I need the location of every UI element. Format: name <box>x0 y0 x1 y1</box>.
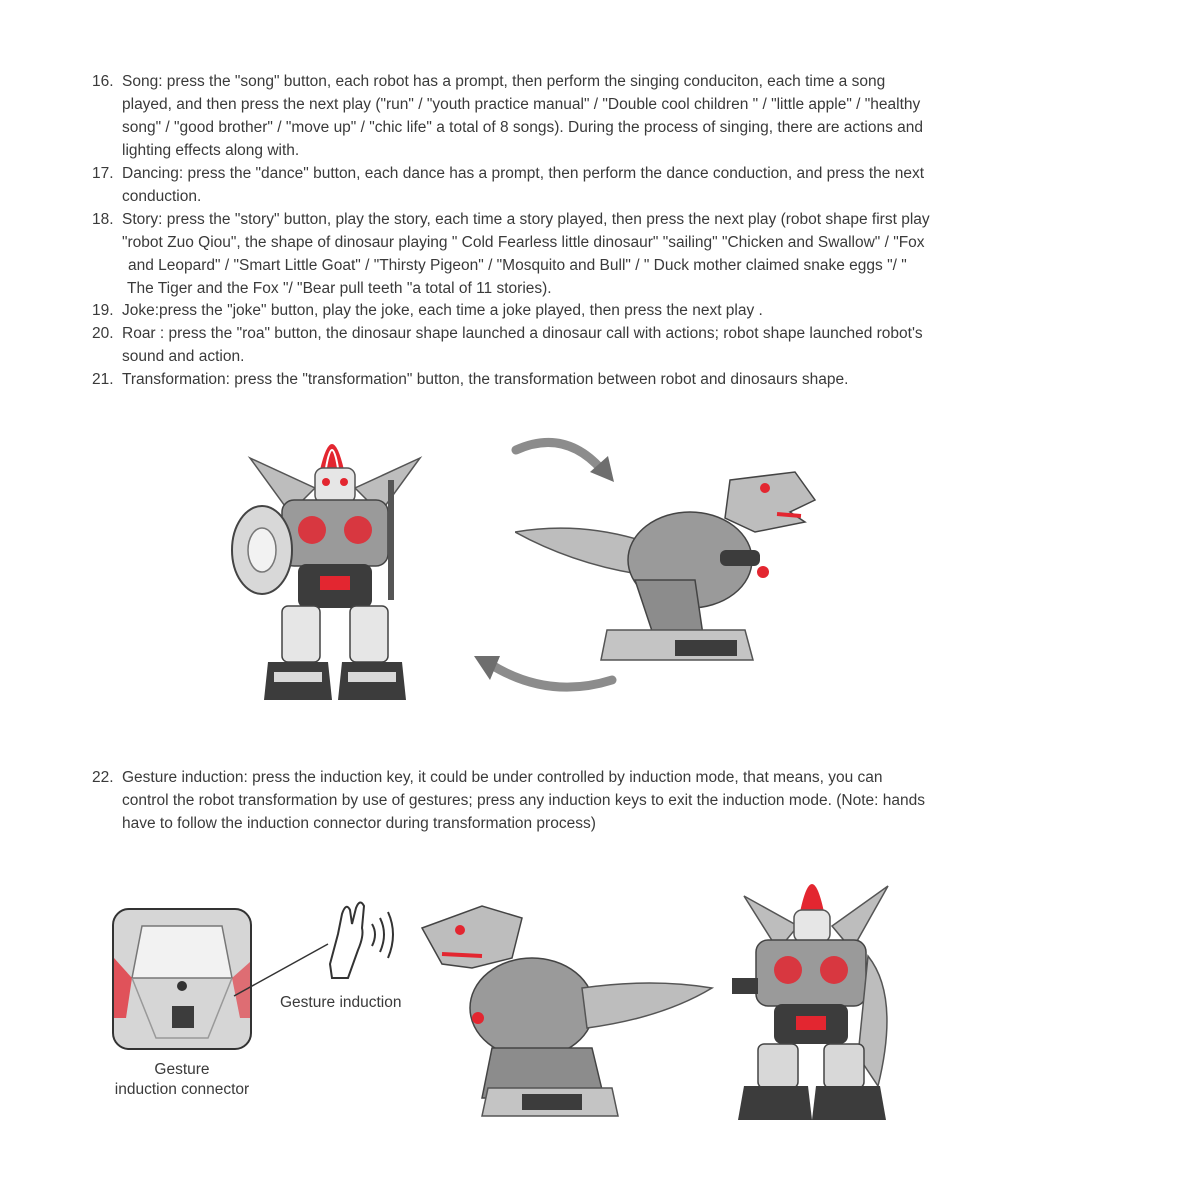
connector-caption <box>102 1060 262 1100</box>
instruction-line: lighting effects along with. <box>122 142 300 159</box>
instruction-number: 16. <box>92 73 114 90</box>
connector-caption-line: Gesture <box>154 1061 210 1078</box>
instruction-line: conduction. <box>122 188 202 205</box>
induction-connector-photo <box>112 908 252 1050</box>
robot-shape-illustration <box>220 418 450 708</box>
instruction-22 <box>92 766 1092 835</box>
instruction-number: 19. <box>92 302 114 319</box>
instruction-18 <box>92 208 1092 300</box>
instruction-number: 17. <box>92 165 114 182</box>
instruction-line: and Leopard" / "Smart Little Goat" / "Thirsty Pigeon" / "Mosquito and Bull" / " Duck mother claimed snake eggs "/ " <box>128 257 907 274</box>
instruction-17 <box>92 162 1092 208</box>
instruction-line: Transformation: press the "transformation" button, the transformation between robot and dinosaurs shape. <box>122 371 849 388</box>
instruction-16 <box>92 70 1092 162</box>
instruction-line: Gesture induction: press the induction key, it could be under controlled by induction mode, that means, you can <box>122 769 883 786</box>
instruction-line: have to follow the induction connector during transformation process) <box>122 815 596 832</box>
instruction-line: sound and action. <box>122 348 245 365</box>
instruction-line: song" / "good brother" / "move up" / "chic life" a total of 8 songs). During the process of singing, there are actions and <box>122 119 924 136</box>
instruction-number: 18. <box>92 211 114 228</box>
instruction-19 <box>92 299 1092 322</box>
instruction-number: 22. <box>92 769 114 786</box>
instruction-line: The Tiger and the Fox "/ "Bear pull teeth "a total of 11 stories). <box>127 280 552 297</box>
dinosaur-shape-illustration <box>515 450 825 675</box>
instruction-number: 21. <box>92 371 114 388</box>
instruction-line: Story: press the "story" button, play the story, each time a story played, then press the next play (robot shape first play <box>122 211 930 228</box>
instruction-line: "robot Zuo Qiou", the shape of dinosaur playing " Cold Fearless little dinosaur" "sailing" "Chicken and Swallow" / "Fox <box>122 234 925 251</box>
instruction-line: played, and then press the next play ("run" / "youth practice manual" / "Double cool children " / "little apple" / "healthy <box>122 96 921 113</box>
instruction-line: Dancing: press the "dance" button, each dance has a prompt, then perform the dance conduction, and press the next <box>122 165 925 182</box>
connector-caption-line: induction connector <box>114 1081 250 1098</box>
hand-wave-icon <box>318 894 398 984</box>
gesture-induction-caption: Gesture induction <box>280 994 402 1011</box>
instruction-20 <box>92 322 1092 368</box>
instruction-line: Song: press the "song" button, each robot has a prompt, then perform the singing conduciton, each time a song <box>122 73 886 90</box>
instruction-line: Roar : press the "roa" button, the dinosaur shape launched a dinosaur call with actions; robot shape launched robot's <box>122 325 923 342</box>
instruction-line: Joke:press the "joke" button, play the joke, each time a joke played, then press the next play . <box>122 302 763 319</box>
robot-gesture-illustration <box>728 856 900 1126</box>
instruction-21 <box>92 368 1092 391</box>
instruction-line: control the robot transformation by use of gestures; press any induction keys to exit the induction mode. (Note: hands <box>122 792 925 809</box>
dinosaur-gesture-illustration <box>412 888 717 1120</box>
connector-pointer-line <box>232 940 332 1000</box>
instruction-number: 20. <box>92 325 114 342</box>
